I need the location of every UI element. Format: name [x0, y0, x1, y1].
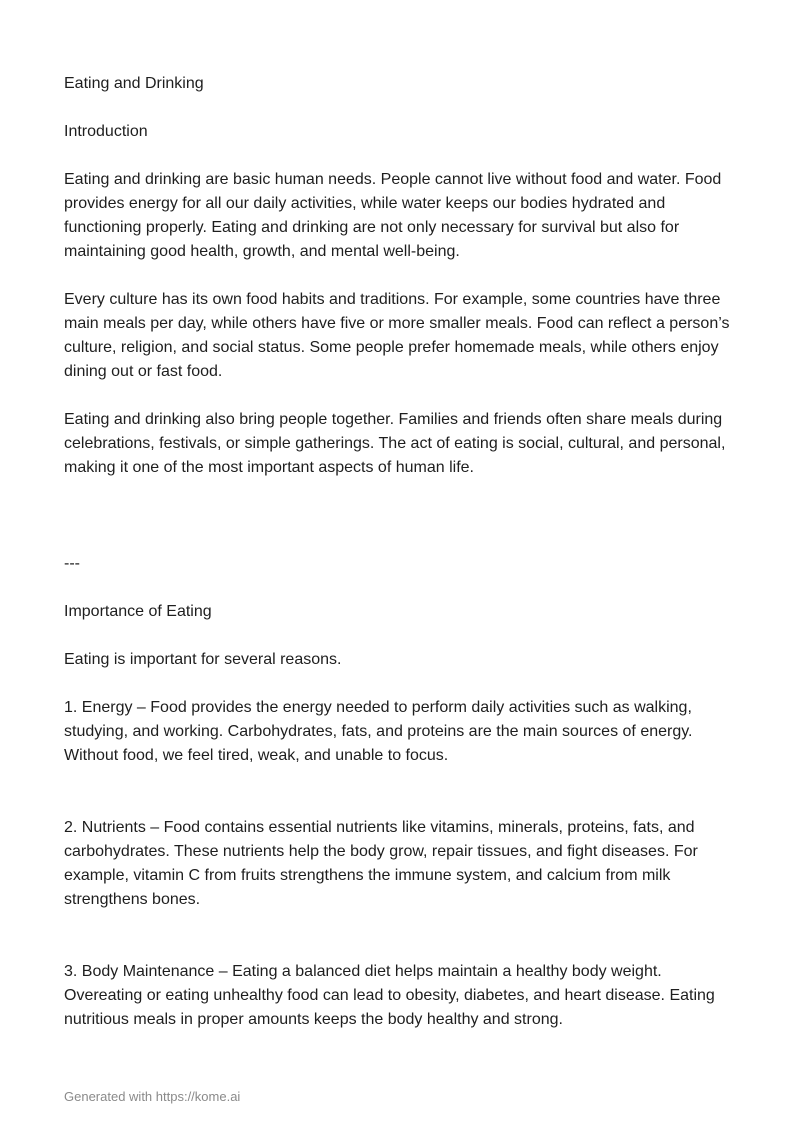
list-item: 3. Body Maintenance – Eating a balanced diet helps maintain a healthy body weight. Overeating or eating unhealthy food can lead to obesity, diabetes, and heart disease. Eating nutritious meals in proper amounts keeps the body healthy and strong. [64, 963, 715, 1028]
section-divider: --- [64, 555, 80, 572]
document-page [64, 72, 744, 1080]
generated-footer: Generated with https://kome.ai [64, 1089, 241, 1104]
introduction-paragraph: Eating and drinking also bring people together. Families and friends often share meals during celebrations, festivals, or simple gatherings. The act of eating is social, cultural, and personal, making it one of the most important aspects of human life. [64, 411, 726, 476]
spacer [64, 504, 744, 552]
introduction-paragraph: Every culture has its own food habits and traditions. For example, some countries have three main meals per day, while others have five or more smaller meals. Food can reflect a person’s culture, religion, and social status. Some people prefer homemade meals, while others enjoy dining out or fast food. [64, 291, 730, 380]
importance-heading: Importance of Eating [64, 603, 212, 620]
introduction-paragraph: Eating and drinking are basic human needs. People cannot live without food and water. Food provides energy for all our daily activities, while water keeps our bodies hydrated and functioning properly. Eating and drinking are not only necessary for survival but also for maintaining good health, growth, and mental well-being. [64, 171, 722, 260]
list-item: 1. Energy – Food provides the energy needed to perform daily activities such as walking, studying, and working. Carbohydrates, fats, and proteins are the main sources of energy. Without food, we feel tired, weak, and unable to focus. [64, 699, 693, 764]
introduction-heading: Introduction [64, 123, 148, 140]
document-title: Eating and Drinking [64, 75, 204, 92]
importance-intro: Eating is important for several reasons. [64, 651, 342, 668]
list-item: 2. Nutrients – Food contains essential nutrients like vitamins, minerals, proteins, fats, and carbohydrates. These nutrients help the body grow, repair tissues, and fight diseases. For example, vitamin C from fruits strengthens the immune system, and calcium from milk strengthens bones. [64, 819, 698, 908]
